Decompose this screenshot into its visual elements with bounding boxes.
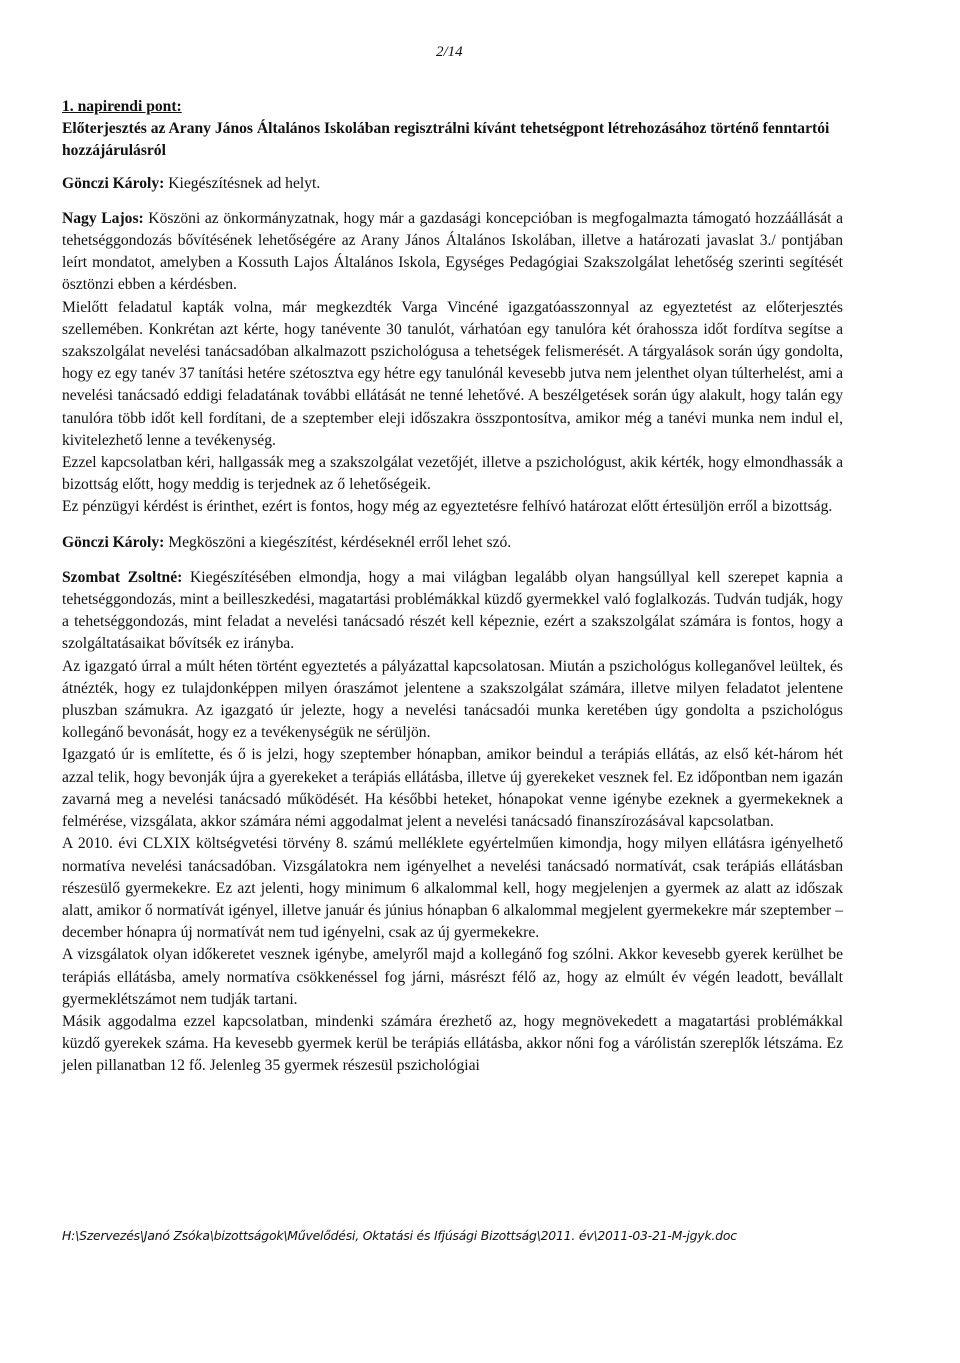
paragraph-text: Ezzel kapcsolatban kéri, hallgassák meg a szakszolgálat vezetőjét, illetve a pszichológust, akik kérték, hogy elmondhassák a bizottság előtt, hogy meddig is terjednek az ő lehetőségeik. [62, 454, 843, 494]
paragraph-text: A 2010. évi CLXIX költségvetési törvény 8. számú melléklete egyértelműen kimondja, hogy milyen ellátásra igényelhető normatíva nevelési tanácsadóban. Vizsgálatokra nem igényelhet a nevelési tanácsadó normatívát, csak terápiás ellátásban részesülő gyermekekre. Ez azt jelenti, hogy minimum 6 alkalommal kell, hogy megjelenjen a gyermek az alatt az időszak alatt, amikor ő normatívát igényel, illetve január és június hónapban 6 alkalommal megjelent gyermekekre már szeptember – december hónapra új normatívát nem tud igényelni, csak az új gyermekekre. [62, 835, 843, 942]
paragraph-text: Kiegészítésében elmondja, hogy a mai világban legalább olyan hangsúllyal kell szerepet kapnia a tehetséggondozás, mint a beilleszkedési, magatartási problémákkal küzdő gyermekkel való foglalkozás. Tudván tudják, hogy a tehetséggondozás, mint feladat a nevelési tanácsadó részét kell képeznie, ezért a szakszolgálat számára is fontos, hogy a szolgáltatásaikat bővítsék ez irányba. [62, 568, 843, 653]
speaker-name: Szombat Zsoltné: [62, 568, 183, 586]
paragraph [62, 496, 843, 518]
paragraph [62, 173, 843, 195]
paragraph-text: Köszöni az önkormányzatnak, hogy már a gazdasági koncepcióban is megfogalmazta támogató hozzáállását a tehetséggondozás bővítésének lehetőségére az Arany János Általános Iskolában, illetve a határozati javaslat 3./ pontjában leírt mondatot, amelyben a Kossuth Lajos Általános Iskola, Egységes Pedagógiai Szakszolgálat lehetőség szerinti segítését ösztönzi ebben a kérdésben. [62, 209, 843, 294]
speaker-name: Nagy Lajos: [62, 209, 144, 227]
paragraph [62, 567, 843, 656]
paragraph-text: Ez pénzügyi kérdést is érinthet, ezért is fontos, hogy még az egyeztetésre felhívó határozat előtt értesüljön erről a bizottság. [62, 498, 833, 516]
paragraph [62, 208, 843, 297]
paragraph [62, 297, 843, 452]
paragraph-text: Az igazgató úrral a múlt héten történt egyeztetés a pályázattal kapcsolatosan. Miután a pszichológus kolleganővel leültek, és átnézték, hogy ez tulajdonképpen milyen óraszámot jelentene a szakszolgálat számára, illetve milyen feladatot jelentene pluszban számukra. Az igazgató úr jelezte, hogy a nevelési tanácsadói munka keretében úgy gondolta a pszichológus kollegánő bevonását, hogy ez a tevékenységük ne sérüljön. [62, 657, 843, 742]
page-number: 2/14 [436, 44, 463, 60]
paragraph [62, 1011, 843, 1078]
paragraph-text: Megköszöni a kiegészítést, kérdéseknél erről lehet szó. [164, 533, 512, 551]
paragraph [62, 452, 843, 496]
paragraph [62, 833, 843, 944]
paragraph-text: Másik aggodalma ezzel kapcsolatban, mindenki számára érezhető az, hogy megnövekedett a magatartási problémákkal küzdő gyerekek száma. Ha kevesebb gyermek kerül be terápiás ellátásba, akkor nőni fog a várólistán szereplők létszáma. Ez jelen pillanatban 12 fő. Jelenleg 35 gyermek részesül pszichológiai [62, 1012, 843, 1075]
paragraph [62, 532, 843, 554]
paragraph-text: Kiegészítésnek ad helyt. [164, 174, 321, 192]
paragraph [62, 744, 843, 833]
document-body [62, 96, 843, 1078]
paragraph-text: A vizsgálatok olyan időkeretet vesznek igénybe, amelyről majd a kollegánő fog szólni. Akkor kevesebb gyerek kerülhet be terápiás ellátásba, amely normatíva csökkenéssel fog járni, másrészt félő az, hogy az elmúlt év végén leadott, bevállalt gyermeklétszámot nem tudják tartani. [62, 946, 843, 1008]
agenda-title: Előterjesztés az Arany János Általános Iskolában regisztrálni kívánt tehetségpont létrehozásához történő fenntartói hozzájárulásról [62, 120, 830, 160]
paragraph [62, 944, 843, 1011]
agenda-heading: 1. napirendi pont: [62, 98, 182, 115]
footer-file-path: H:\Szervezés\Janó Zsóka\bizottságok\Művelődési, Oktatási és Ifjúsági Bizottság\2011. év\2011-03-21-M-jgyk.doc [62, 1228, 737, 1243]
paragraph-text: Igazgató úr is említette, és ő is jelzi, hogy szeptember hónapban, amikor beindul a terápiás ellátás, az első két-három hét azzal telik, hogy bevonják újra a gyerekeket a terápiás ellátásba, illetve új gyerekeket vesznek fel. Ez időpontban nem igazán zavarná meg a nevelési tanácsadó működését. Ha későbbi heteket, hónapokat venne igénybe ezeknek a gyermekeknek a felmérése, vizsgálata, akkor számára némi aggodalmat jelent a nevelési tanácsadó finanszírozásával kapcsolatban. [62, 746, 843, 831]
speaker-name: Gönczi Károly: [62, 174, 165, 192]
paragraph-text: Mielőtt feladatul kapták volna, már megkezdték Varga Vincéné igazgatóasszonnyal az egyeztetést az előterjesztés szellemében. Konkrétan azt kérte, hogy tanévente 30 tanulót, várhatóan egy tanulóra két órahossza időt fordítva segítse a szakszolgálat nevelési tanácsadóban alkalmazott pszichológusa a tehetségek felismerését. A tárgyalások során úgy gondolta, hogy ez egy tanév 37 tanítási hetére szétosztva egy hétre egy tanulónál kevesebb jutva nem jelenthet olyan túlterhelést, ami a nevelési tanácsadó eddigi feladatának további ellátását ne tenné lehetővé. A beszélgetések során úgy alakult, hogy talán egy tanulóra több időt kell fordítani, de a szeptember eleji időszakra összpontosítva, amikor még a tanévi munka nem indul el, kivitelezhető lenne a tevékenység. [62, 298, 843, 449]
speaker-name: Gönczi Károly: [62, 533, 165, 551]
paragraph [62, 656, 843, 745]
